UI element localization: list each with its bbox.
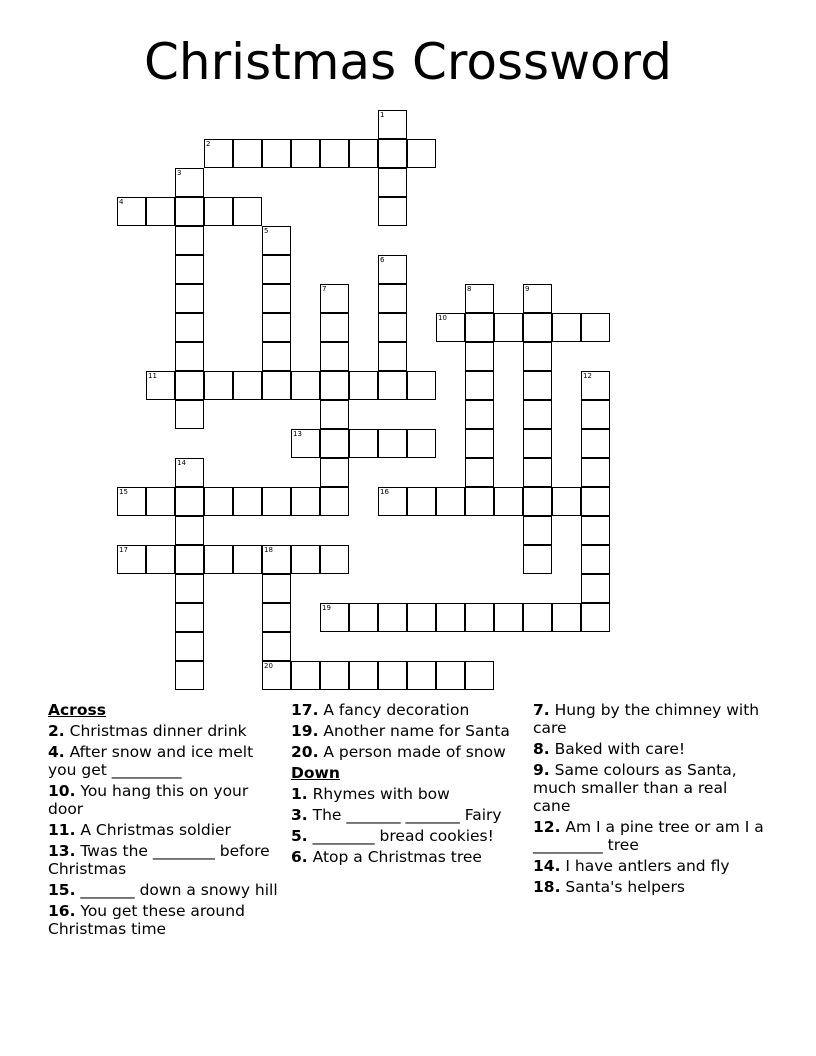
crossword-cell[interactable]	[523, 371, 552, 400]
clue-number: 19	[322, 604, 331, 612]
crossword-cell[interactable]	[552, 603, 581, 632]
clues-column-2	[291, 701, 523, 869]
crossword-cell[interactable]	[175, 632, 204, 661]
clue-text: A Christmas soldier	[80, 821, 231, 839]
clue-number: 10	[438, 314, 447, 322]
crossword-cell[interactable]	[523, 603, 552, 632]
crossword-cell[interactable]	[233, 197, 262, 226]
crossword-cell[interactable]	[407, 487, 436, 516]
clue-number: 15	[119, 488, 128, 496]
crossword-cell[interactable]	[291, 661, 320, 690]
crossword-cell[interactable]	[378, 342, 407, 371]
crossword-cell[interactable]	[465, 342, 494, 371]
crossword-cell[interactable]	[581, 429, 610, 458]
crossword-cell[interactable]	[175, 545, 204, 574]
crossword-cell[interactable]	[262, 139, 291, 168]
crossword-cell[interactable]	[494, 487, 523, 516]
clue-text: Santa's helpers	[565, 878, 685, 896]
crossword-cell[interactable]	[175, 400, 204, 429]
clue	[533, 740, 769, 758]
clue-number: 5	[264, 227, 269, 235]
clue	[291, 806, 523, 824]
clue-label-number: 10.	[48, 782, 76, 800]
crossword-cell[interactable]	[581, 458, 610, 487]
crossword-cell[interactable]	[320, 429, 349, 458]
clue-number: 17	[119, 546, 128, 554]
crossword-cell[interactable]	[581, 603, 610, 632]
clue-number: 18	[264, 546, 273, 554]
clue-label-number: 11.	[48, 821, 76, 839]
crossword-cell[interactable]	[349, 429, 378, 458]
crossword-cell[interactable]	[175, 516, 204, 545]
clue-label-number: 18.	[533, 878, 561, 896]
crossword-cell[interactable]	[494, 313, 523, 342]
clue-number: 2	[206, 140, 211, 148]
clue-number: 12	[583, 372, 592, 380]
crossword-cell[interactable]	[465, 487, 494, 516]
clue-label-number: 19.	[291, 722, 319, 740]
crossword-cell[interactable]	[407, 371, 436, 400]
crossword-cell[interactable]	[175, 255, 204, 284]
clues-column-3	[533, 701, 769, 899]
crossword-cell[interactable]	[175, 197, 204, 226]
clue-label-number: 14.	[533, 857, 561, 875]
clue-number: 8	[467, 285, 472, 293]
crossword-cell[interactable]	[320, 284, 349, 313]
crossword-cell[interactable]	[233, 139, 262, 168]
clue	[48, 743, 280, 779]
clue-text: Same colours as Santa, much smaller than a real cane	[533, 761, 737, 815]
crossword-cell[interactable]	[378, 313, 407, 342]
clue-label-number: 16.	[48, 902, 76, 920]
clue-label-number: 12.	[533, 818, 561, 836]
clue-text: Baked with care!	[554, 740, 686, 758]
crossword-cell[interactable]	[407, 139, 436, 168]
crossword-cell[interactable]	[291, 487, 320, 516]
clue-label-number: 1.	[291, 785, 308, 803]
clue	[48, 881, 280, 899]
crossword-cell[interactable]	[204, 139, 233, 168]
crossword-cell[interactable]	[465, 429, 494, 458]
crossword-cell[interactable]	[581, 487, 610, 516]
clue-number: 16	[380, 488, 389, 496]
clue	[291, 827, 523, 845]
crossword-cell[interactable]	[523, 545, 552, 574]
crossword-cell[interactable]	[552, 487, 581, 516]
crossword-cell[interactable]	[581, 371, 610, 400]
crossword-cell[interactable]	[320, 313, 349, 342]
crossword-cell[interactable]	[320, 400, 349, 429]
crossword-cell[interactable]	[175, 313, 204, 342]
crossword-cell[interactable]	[320, 139, 349, 168]
crossword-cell[interactable]	[465, 313, 494, 342]
crossword-cell[interactable]	[175, 226, 204, 255]
crossword-cell[interactable]	[523, 429, 552, 458]
clues-heading: Down	[291, 764, 340, 782]
clue-text: You hang this on your door	[48, 782, 249, 818]
crossword-cell[interactable]	[378, 197, 407, 226]
crossword-cell[interactable]	[117, 197, 146, 226]
clue-number: 4	[119, 198, 124, 206]
clue	[48, 821, 280, 839]
crossword-cell[interactable]	[523, 284, 552, 313]
crossword-cell[interactable]	[117, 545, 146, 574]
crossword-cell[interactable]	[494, 603, 523, 632]
clue-text: _______ down a snowy hill	[80, 881, 278, 899]
clue-number: 13	[293, 430, 302, 438]
clue-label-number: 8.	[533, 740, 550, 758]
clue-text: Another name for Santa	[323, 722, 510, 740]
crossword-cell[interactable]	[291, 139, 320, 168]
clue-text: Rhymes with bow	[312, 785, 450, 803]
clue	[48, 722, 280, 740]
crossword-cell[interactable]	[378, 371, 407, 400]
clue-text: Twas the ________ before Christmas	[48, 842, 270, 878]
crossword-cell[interactable]	[349, 371, 378, 400]
crossword-cell[interactable]	[175, 284, 204, 313]
clue	[533, 818, 769, 854]
clue-number: 9	[525, 285, 530, 293]
crossword-cell[interactable]	[552, 313, 581, 342]
crossword-cell[interactable]	[262, 661, 291, 690]
crossword-cell[interactable]	[407, 429, 436, 458]
crossword-cell[interactable]	[175, 661, 204, 690]
crossword-cell[interactable]	[581, 400, 610, 429]
clue-text: The _______ _______ Fairy	[312, 806, 502, 824]
clue-label-number: 15.	[48, 881, 76, 899]
clue-label-number: 6.	[291, 848, 308, 866]
clue-text: After snow and ice melt you get _________	[48, 743, 254, 779]
clue-label-number: 5.	[291, 827, 308, 845]
clue	[533, 761, 769, 815]
clue-text: Atop a Christmas tree	[312, 848, 482, 866]
crossword-cell[interactable]	[233, 545, 262, 574]
clue	[291, 785, 523, 803]
crossword-cell[interactable]	[407, 661, 436, 690]
clue	[291, 701, 523, 719]
crossword-cell[interactable]	[378, 284, 407, 313]
clue-text: A fancy decoration	[323, 701, 470, 719]
crossword-cell[interactable]	[262, 632, 291, 661]
crossword-cell[interactable]	[262, 255, 291, 284]
clue-label-number: 7.	[533, 701, 550, 719]
clue	[291, 722, 523, 740]
clue-text: I have antlers and fly	[565, 857, 730, 875]
crossword-cell[interactable]	[262, 574, 291, 603]
clue-number: 11	[148, 372, 157, 380]
crossword-cell[interactable]	[291, 371, 320, 400]
crossword-cell[interactable]	[175, 342, 204, 371]
clue-label-number: 20.	[291, 743, 319, 761]
crossword-cell[interactable]	[175, 371, 204, 400]
crossword-cell[interactable]	[465, 371, 494, 400]
clue-number: 7	[322, 285, 327, 293]
clue	[533, 878, 769, 896]
clue-label-number: 9.	[533, 761, 550, 779]
crossword-cell[interactable]	[320, 545, 349, 574]
crossword-cell[interactable]	[262, 342, 291, 371]
clue	[48, 902, 280, 938]
crossword-cell[interactable]	[175, 487, 204, 516]
clue-text: A person made of snow	[323, 743, 506, 761]
clue-number: 20	[264, 662, 273, 670]
clue-text: ________ bread cookies!	[312, 827, 494, 845]
crossword-cell[interactable]	[320, 371, 349, 400]
crossword-cell[interactable]	[581, 516, 610, 545]
crossword-cell[interactable]	[523, 400, 552, 429]
clue-label-number: 13.	[48, 842, 76, 860]
crossword-cell[interactable]	[320, 458, 349, 487]
clues-heading: Across	[48, 701, 106, 719]
crossword-cell[interactable]	[262, 487, 291, 516]
crossword-cell[interactable]	[378, 603, 407, 632]
crossword-cell[interactable]	[407, 603, 436, 632]
crossword-cell[interactable]	[465, 458, 494, 487]
crossword-cell[interactable]	[349, 661, 378, 690]
crossword-cell[interactable]	[204, 197, 233, 226]
crossword-cell[interactable]	[291, 429, 320, 458]
clue-text: Hung by the chimney with care	[533, 701, 760, 737]
clues-column-1	[48, 701, 280, 941]
clue-label-number: 4.	[48, 743, 65, 761]
crossword-cell[interactable]	[262, 545, 291, 574]
crossword-cell[interactable]	[436, 661, 465, 690]
crossword-cell[interactable]	[378, 255, 407, 284]
clue-label-number: 3.	[291, 806, 308, 824]
crossword-cell[interactable]	[465, 661, 494, 690]
crossword-cell[interactable]	[320, 661, 349, 690]
clue-text: Am I a pine tree or am I a _________ tree	[533, 818, 764, 854]
clue	[48, 782, 280, 818]
crossword-cell[interactable]	[436, 603, 465, 632]
clue	[533, 701, 769, 737]
crossword-cell[interactable]	[465, 400, 494, 429]
crossword-cell[interactable]	[378, 139, 407, 168]
crossword-cell[interactable]	[349, 603, 378, 632]
crossword-cell[interactable]	[378, 487, 407, 516]
crossword-cell[interactable]	[378, 661, 407, 690]
crossword-cell[interactable]	[320, 603, 349, 632]
crossword-cell[interactable]	[523, 487, 552, 516]
crossword-cell[interactable]	[233, 487, 262, 516]
clue	[48, 842, 280, 878]
clue-number: 1	[380, 111, 385, 119]
crossword-cell[interactable]	[204, 371, 233, 400]
clue-number: 3	[177, 169, 182, 177]
crossword-cell[interactable]	[581, 313, 610, 342]
crossword-cell[interactable]	[262, 226, 291, 255]
crossword-cell[interactable]	[523, 342, 552, 371]
crossword-cell[interactable]	[262, 284, 291, 313]
crossword-cell[interactable]	[523, 313, 552, 342]
crossword-cell[interactable]	[204, 545, 233, 574]
clue-number: 6	[380, 256, 385, 264]
crossword-cell[interactable]	[378, 168, 407, 197]
crossword-cell[interactable]	[146, 371, 175, 400]
crossword-cell[interactable]	[436, 487, 465, 516]
crossword-cell[interactable]	[262, 313, 291, 342]
clue-label-number: 2.	[48, 722, 65, 740]
crossword-cell[interactable]	[378, 110, 407, 139]
crossword-cell[interactable]	[465, 284, 494, 313]
page-title: Christmas Crossword	[144, 33, 672, 91]
crossword-cell[interactable]	[117, 487, 146, 516]
clue	[533, 857, 769, 875]
crossword-cell[interactable]	[581, 545, 610, 574]
clue-number: 14	[177, 459, 186, 467]
crossword-cell[interactable]	[146, 487, 175, 516]
clue-label-number: 17.	[291, 701, 319, 719]
crossword-cell[interactable]	[291, 545, 320, 574]
crossword-cell[interactable]	[146, 545, 175, 574]
crossword-cell[interactable]	[523, 516, 552, 545]
crossword-cell[interactable]	[349, 139, 378, 168]
crossword-cell[interactable]	[175, 574, 204, 603]
crossword-cell[interactable]	[233, 371, 262, 400]
crossword-cell[interactable]	[262, 371, 291, 400]
clue-text: Christmas dinner drink	[69, 722, 247, 740]
crossword-cell[interactable]	[175, 168, 204, 197]
crossword-cell[interactable]	[581, 574, 610, 603]
crossword-cell[interactable]	[523, 458, 552, 487]
crossword-cell[interactable]	[436, 313, 465, 342]
crossword-cell[interactable]	[378, 429, 407, 458]
crossword-cell[interactable]	[262, 603, 291, 632]
crossword-cell[interactable]	[175, 603, 204, 632]
crossword-cell[interactable]	[320, 487, 349, 516]
crossword-cell[interactable]	[175, 458, 204, 487]
crossword-cell[interactable]	[204, 487, 233, 516]
crossword-cell[interactable]	[320, 342, 349, 371]
crossword-cell[interactable]	[146, 197, 175, 226]
crossword-cell[interactable]	[465, 603, 494, 632]
clue	[291, 848, 523, 866]
clue-text: You get these around Christmas time	[48, 902, 245, 938]
clue	[291, 743, 523, 761]
